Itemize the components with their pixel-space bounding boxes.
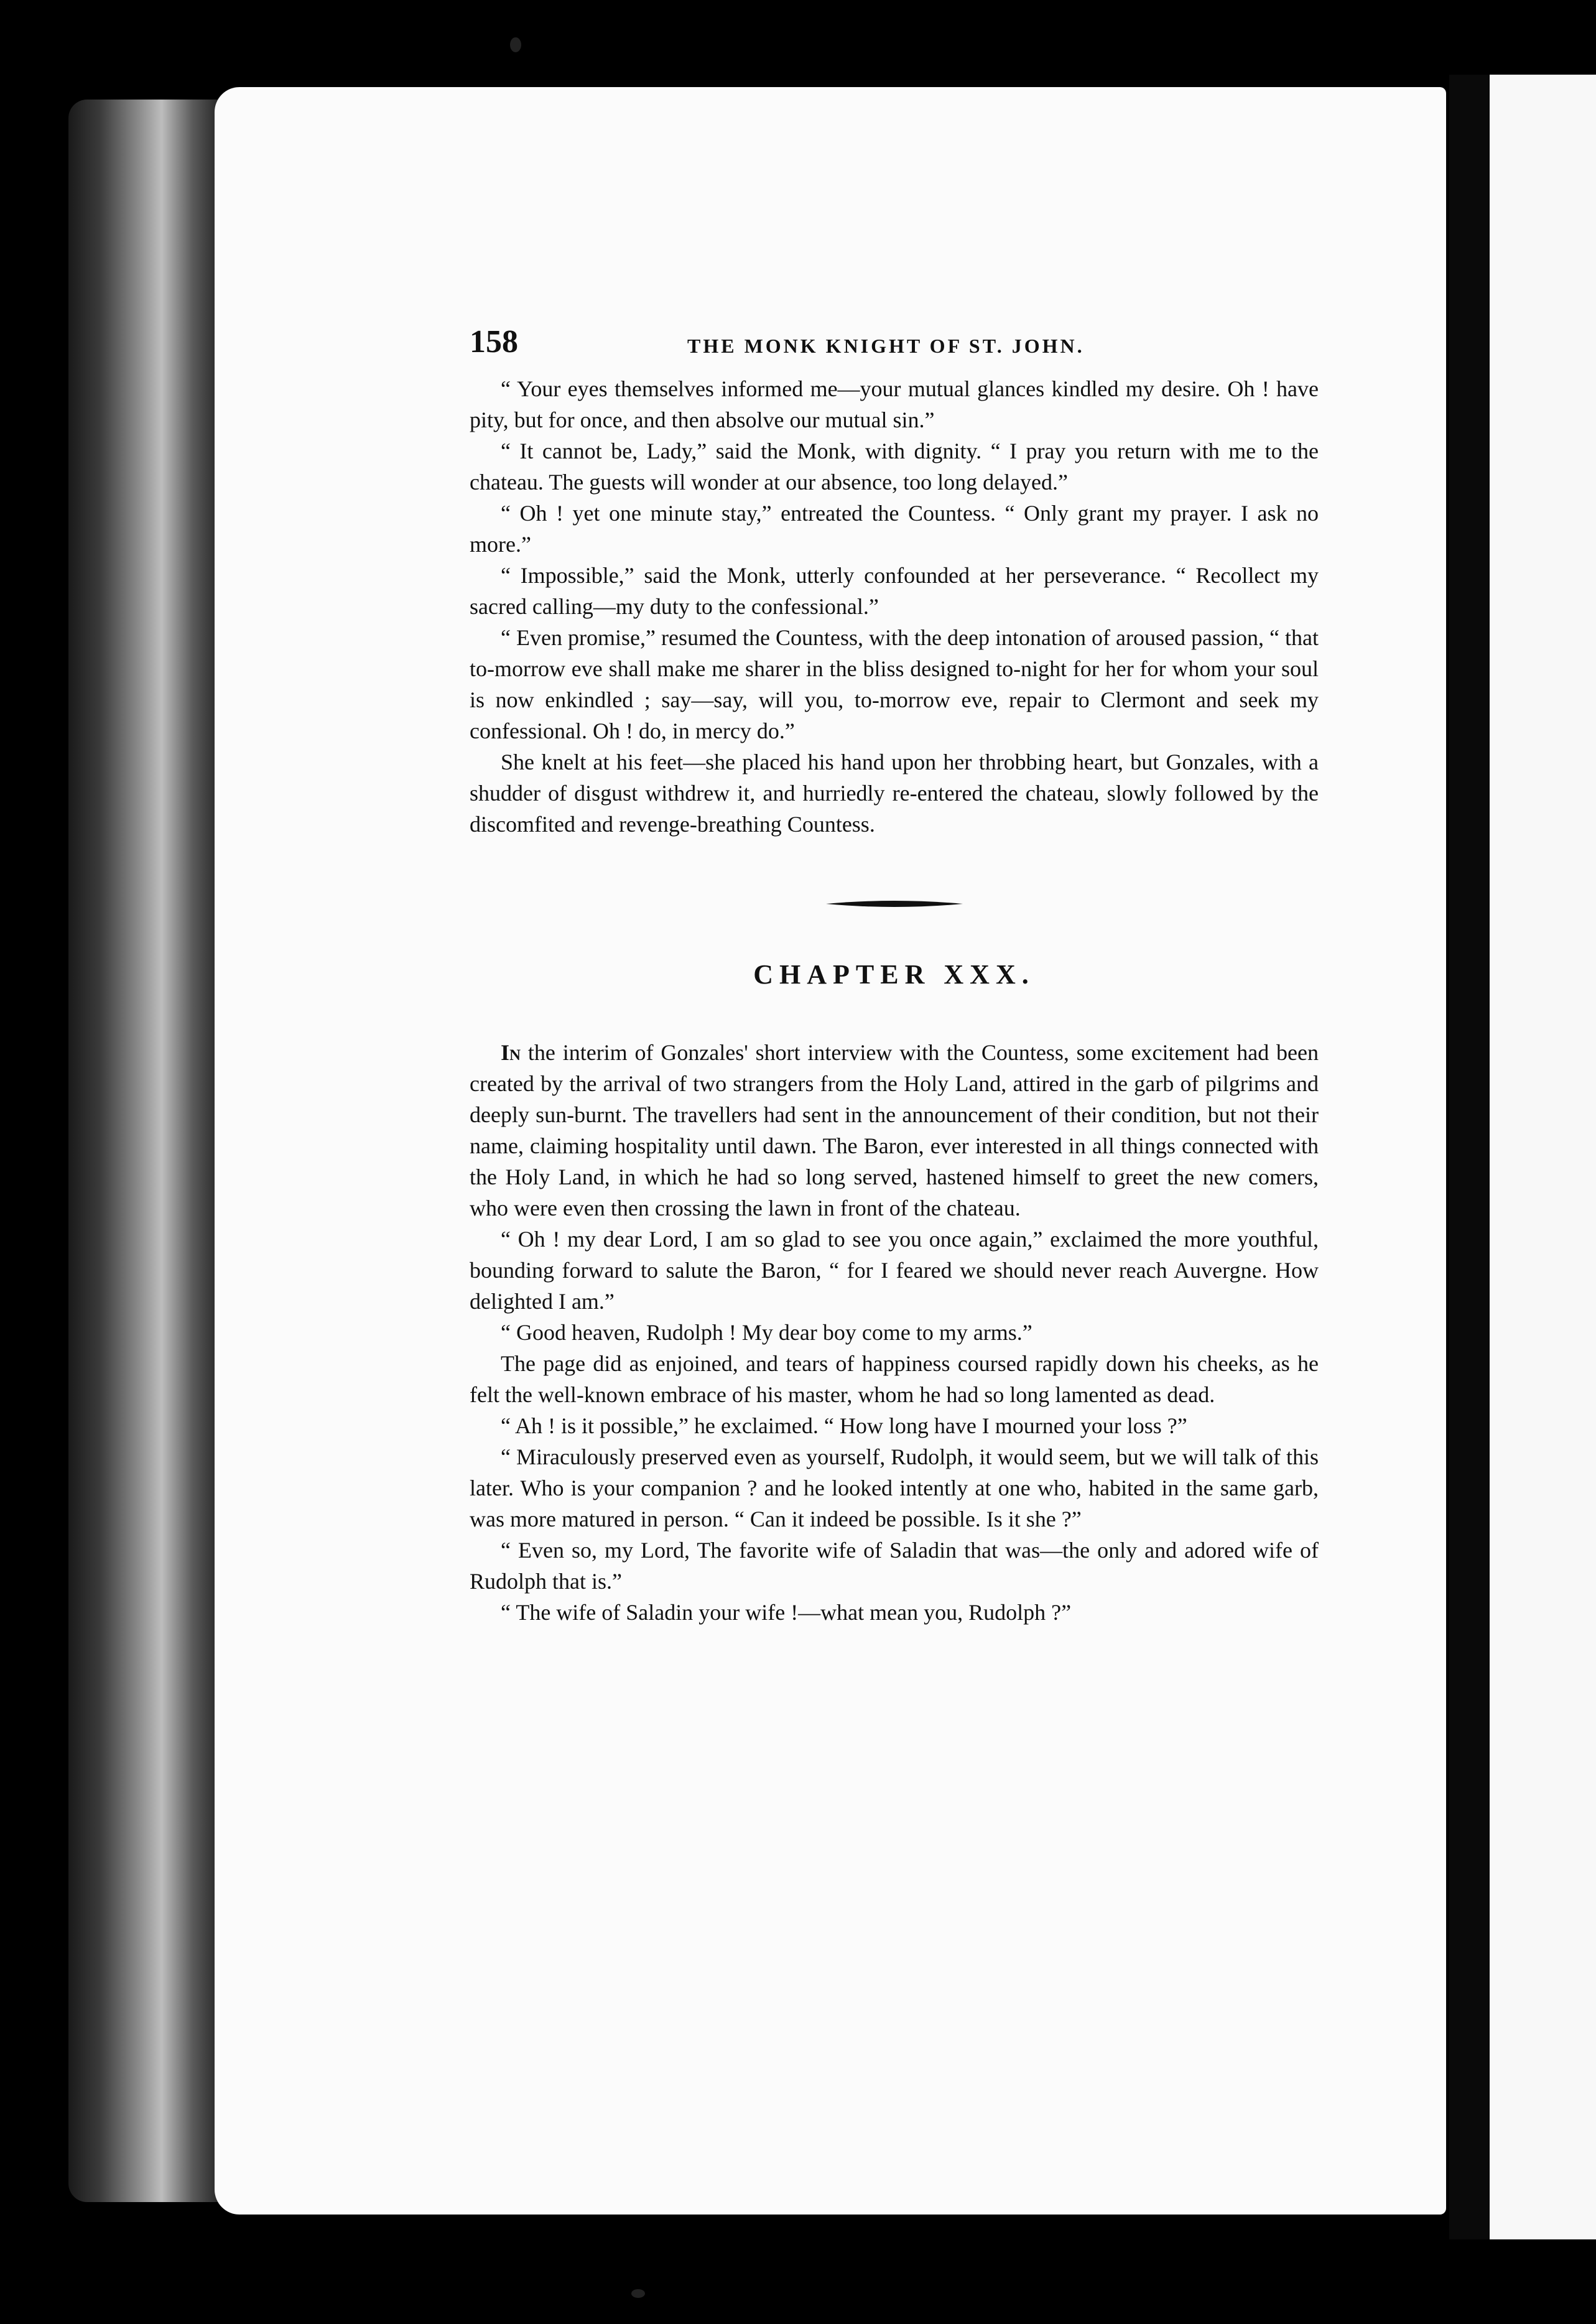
scan-speck: [510, 37, 521, 52]
chapter-first-word: In: [501, 1040, 521, 1065]
paragraph: “ Miraculously preserved even as yourself, Rudolph, it would seem, but we will talk of this later. Who is your companion ? and he looked intently at one who, habited in the same garb, was more matured in person. “ Can it indeed be possible. Is it she ?”: [470, 1444, 1319, 1532]
page-number: 158: [470, 324, 518, 360]
chapter-opening-text: the interim of Gonzales' short interview with the Countess, some excitement had been created by the arrival of two strangers from the Holy Land, attired in the garb of pilgrims and deeply sun-burnt. The travellers had sent in the announcement of their condition, but not their name, claiming hospitality until dawn. The Baron, ever interested in all things connected with the Holy Land, in which he had so long served, hastened himself to greet the new comers, who were even then crossing the lawn in front of the chateau.: [470, 1040, 1319, 1220]
section-divider-ornament: [826, 899, 963, 909]
paragraph: “ Oh ! my dear Lord, I am so glad to see you once again,” exclaimed the more youthful, bounding forward to salute the Baron, “ for I feared we should never reach Auvergne. How delighted I am.”: [470, 1227, 1319, 1314]
chapter-opening-paragraph: [470, 1037, 1319, 1224]
facing-page-edge: [1490, 75, 1596, 2239]
book-spine-edge: [68, 100, 224, 2202]
paragraph: “ Even promise,” resumed the Countess, with the deep intonation of aroused passion, “ that to-morrow eve shall make me sharer in the bliss designed to-night for her for whom your soul is now enkindled ; say—say, will you, to-morrow eve, repair to Clermont and seek my confessional. Oh ! do, in mercy do.”: [470, 625, 1319, 743]
paragraph: “ Your eyes themselves informed me—your mutual glances kindled my desire. Oh ! have pity, but for once, and then absolve our mutual sin.”: [470, 376, 1319, 432]
page-header: [470, 323, 1319, 373]
paragraph: “ Even so, my Lord, The favorite wife of Saladin that was—the only and adored wife of Rudolph that is.”: [470, 1538, 1319, 1594]
paragraph: “ Impossible,” said the Monk, utterly confounded at her perseverance. “ Recollect my sacred calling—my duty to the confessional.”: [470, 563, 1319, 619]
running-head: THE MONK KNIGHT OF ST. JOHN.: [687, 335, 1085, 357]
scan-speck: [631, 2289, 645, 2298]
paragraph: “ Good heaven, Rudolph ! My dear boy come to my arms.”: [501, 1320, 1032, 1345]
paragraph: “ It cannot be, Lady,” said the Monk, with dignity. “ I pray you return with me to the chateau. The guests will wonder at our absence, too long delayed.”: [470, 439, 1319, 495]
chapter-title: CHAPTER XXX.: [753, 959, 1035, 990]
text-block-before-chapter: [470, 373, 1319, 840]
paragraph: “ Ah ! is it possible,” he exclaimed. “ How long have I mourned your loss ?”: [501, 1413, 1187, 1438]
paragraph: “ The wife of Saladin your wife !—what mean you, Rudolph ?”: [501, 1600, 1072, 1625]
page-gutter-shadow: [1449, 75, 1490, 2239]
paragraph: “ Oh ! yet one minute stay,” entreated the Countess. “ Only grant my prayer. I ask no more.”: [470, 501, 1319, 557]
page-content: [470, 323, 1319, 1628]
paragraph: She knelt at his feet—she placed his hand upon her throbbing heart, but Gonzales, with a shudder of disgust withdrew it, and hurriedly re-entered the chateau, slowly followed by the discomfited and revenge-breathing Countess.: [470, 750, 1319, 837]
text-block-chapter: [470, 1037, 1319, 1628]
paragraph: The page did as enjoined, and tears of happiness coursed rapidly down his cheeks, as he felt the well-known embrace of his master, whom he had so long lamented as dead.: [470, 1351, 1319, 1407]
